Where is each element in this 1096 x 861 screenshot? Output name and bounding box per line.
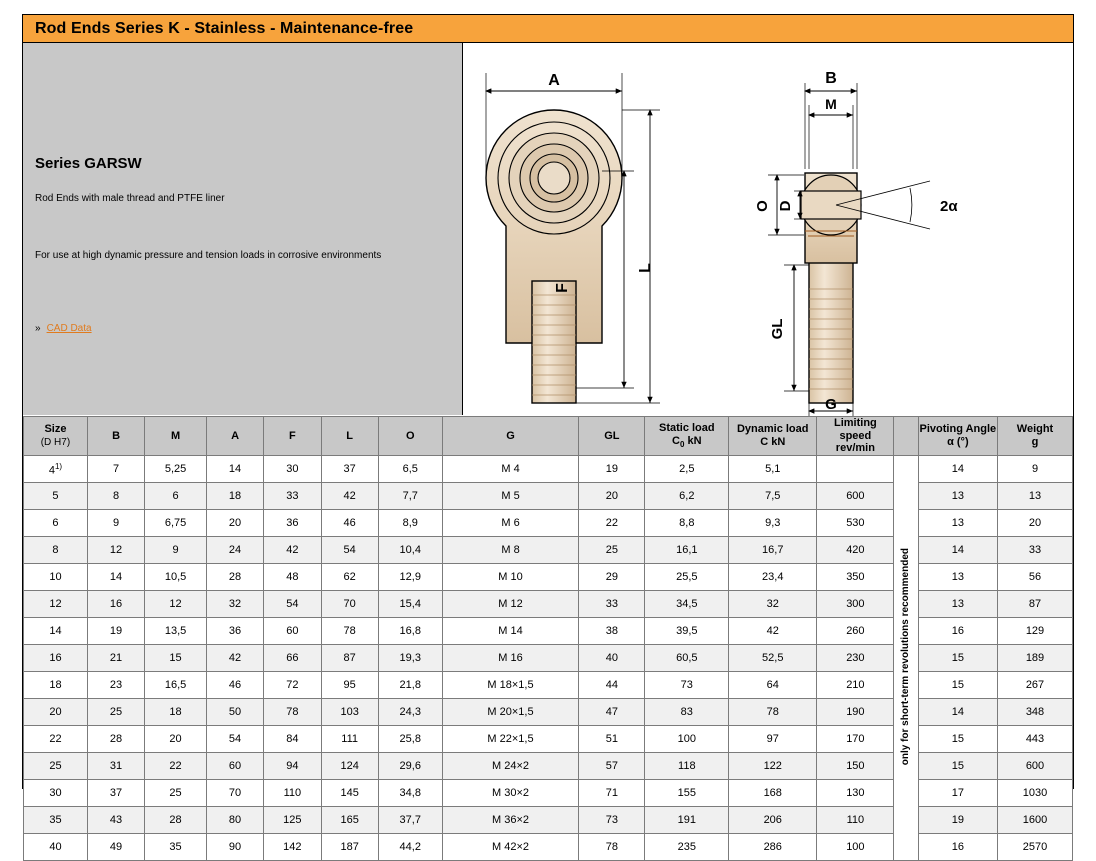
cell-g: M 14 bbox=[442, 617, 579, 644]
cell-m: 9 bbox=[145, 536, 207, 563]
cell-b: 28 bbox=[87, 725, 144, 752]
cell-o: 10,4 bbox=[378, 536, 442, 563]
cell-f: 30 bbox=[264, 455, 321, 482]
th-limiting-speed: Limiting speed rev/min bbox=[817, 417, 894, 456]
cell-limiting-speed: 420 bbox=[817, 536, 894, 563]
cell-l: 78 bbox=[321, 617, 378, 644]
cell-l: 62 bbox=[321, 563, 378, 590]
cell-g: M 20×1,5 bbox=[442, 698, 579, 725]
cell-g: M 42×2 bbox=[442, 833, 579, 860]
cell-a: 80 bbox=[206, 806, 263, 833]
cell-l: 145 bbox=[321, 779, 378, 806]
cell-size: 22 bbox=[24, 725, 88, 752]
cell-m: 15 bbox=[145, 644, 207, 671]
th-pivoting-angle: Pivoting Angle α (°) bbox=[918, 417, 997, 456]
cell-static-load: 2,5 bbox=[645, 455, 729, 482]
cell-pivoting-angle: 14 bbox=[918, 455, 997, 482]
cell-b: 23 bbox=[87, 671, 144, 698]
cell-pivoting-angle: 15 bbox=[918, 752, 997, 779]
cell-limiting-speed: 110 bbox=[817, 806, 894, 833]
th-o: O bbox=[378, 417, 442, 456]
cell-static-load: 118 bbox=[645, 752, 729, 779]
cell-weight: 1030 bbox=[998, 779, 1073, 806]
cell-size: 10 bbox=[24, 563, 88, 590]
cell-size: 20 bbox=[24, 698, 88, 725]
cell-a: 90 bbox=[206, 833, 263, 860]
cell-size: 5 bbox=[24, 482, 88, 509]
cell-gl: 47 bbox=[579, 698, 645, 725]
cell-size: 6 bbox=[24, 509, 88, 536]
specification-table bbox=[23, 416, 1073, 861]
cell-pivoting-angle: 17 bbox=[918, 779, 997, 806]
cell-pivoting-angle: 14 bbox=[918, 698, 997, 725]
cell-g: M 4 bbox=[442, 455, 579, 482]
drawing-panel bbox=[464, 43, 1073, 415]
cell-g: M 8 bbox=[442, 536, 579, 563]
cell-l: 111 bbox=[321, 725, 378, 752]
cell-static-load: 34,5 bbox=[645, 590, 729, 617]
cell-l: 54 bbox=[321, 536, 378, 563]
cell-f: 84 bbox=[264, 725, 321, 752]
document-frame bbox=[22, 14, 1074, 853]
cell-weight: 33 bbox=[998, 536, 1073, 563]
cell-static-load: 25,5 bbox=[645, 563, 729, 590]
cell-gl: 73 bbox=[579, 806, 645, 833]
cell-size: 30 bbox=[24, 779, 88, 806]
cell-g: M 24×2 bbox=[442, 752, 579, 779]
cell-f: 36 bbox=[264, 509, 321, 536]
cell-l: 37 bbox=[321, 455, 378, 482]
cell-b: 31 bbox=[87, 752, 144, 779]
cell-dynamic-load: 97 bbox=[729, 725, 817, 752]
cell-f: 110 bbox=[264, 779, 321, 806]
cell-g: M 16 bbox=[442, 644, 579, 671]
cell-static-load: 83 bbox=[645, 698, 729, 725]
cell-m: 20 bbox=[145, 725, 207, 752]
cell-dynamic-load: 286 bbox=[729, 833, 817, 860]
cell-gl: 40 bbox=[579, 644, 645, 671]
cell-b: 16 bbox=[87, 590, 144, 617]
cell-size: 16 bbox=[24, 644, 88, 671]
cell-pivoting-angle: 14 bbox=[918, 536, 997, 563]
cell-a: 28 bbox=[206, 563, 263, 590]
cell-weight: 13 bbox=[998, 482, 1073, 509]
cell-size: 25 bbox=[24, 752, 88, 779]
title-bar bbox=[23, 15, 1073, 43]
cell-a: 54 bbox=[206, 725, 263, 752]
cell-static-load: 235 bbox=[645, 833, 729, 860]
cell-o: 24,3 bbox=[378, 698, 442, 725]
cell-l: 70 bbox=[321, 590, 378, 617]
cell-o: 8,9 bbox=[378, 509, 442, 536]
cell-g: M 22×1,5 bbox=[442, 725, 579, 752]
cell-limiting-speed: 600 bbox=[817, 482, 894, 509]
cell-b: 14 bbox=[87, 563, 144, 590]
cell-o: 12,9 bbox=[378, 563, 442, 590]
svg-text:A: A bbox=[548, 72, 560, 89]
cell-gl: 71 bbox=[579, 779, 645, 806]
cell-size: 8 bbox=[24, 536, 88, 563]
series-title: Series GARSW bbox=[35, 155, 142, 172]
table-header-row bbox=[24, 417, 1073, 456]
rod-end-technical-drawing bbox=[464, 43, 1075, 415]
cell-l: 46 bbox=[321, 509, 378, 536]
cell-gl: 19 bbox=[579, 455, 645, 482]
th-gl: GL bbox=[579, 417, 645, 456]
cell-b: 9 bbox=[87, 509, 144, 536]
cell-m: 6,75 bbox=[145, 509, 207, 536]
cell-limiting-speed bbox=[817, 455, 894, 482]
cell-gl: 29 bbox=[579, 563, 645, 590]
cell-g: M 18×1,5 bbox=[442, 671, 579, 698]
cell-g: M 12 bbox=[442, 590, 579, 617]
cell-pivoting-angle: 13 bbox=[918, 563, 997, 590]
cell-static-load: 60,5 bbox=[645, 644, 729, 671]
cell-a: 32 bbox=[206, 590, 263, 617]
svg-text:M: M bbox=[825, 96, 837, 112]
cell-size: 35 bbox=[24, 806, 88, 833]
cell-gl: 20 bbox=[579, 482, 645, 509]
cell-size: 40 bbox=[24, 833, 88, 860]
cell-m: 25 bbox=[145, 779, 207, 806]
cell-static-load: 155 bbox=[645, 779, 729, 806]
cell-o: 44,2 bbox=[378, 833, 442, 860]
chevron-right-icon: » bbox=[35, 323, 41, 334]
cell-weight: 56 bbox=[998, 563, 1073, 590]
cell-m: 35 bbox=[145, 833, 207, 860]
cell-a: 20 bbox=[206, 509, 263, 536]
cell-l: 95 bbox=[321, 671, 378, 698]
cell-limiting-speed: 130 bbox=[817, 779, 894, 806]
cell-limiting-speed: 210 bbox=[817, 671, 894, 698]
table-row[interactable] bbox=[24, 455, 1073, 482]
cell-b: 25 bbox=[87, 698, 144, 725]
cell-gl: 44 bbox=[579, 671, 645, 698]
cell-weight: 9 bbox=[998, 455, 1073, 482]
series-description-2: For use at high dynamic pressure and tension loads in corrosive environments bbox=[35, 250, 382, 261]
cell-a: 18 bbox=[206, 482, 263, 509]
cell-static-load: 39,5 bbox=[645, 617, 729, 644]
cell-dynamic-load: 42 bbox=[729, 617, 817, 644]
cell-pivoting-angle: 13 bbox=[918, 509, 997, 536]
cell-limiting-speed: 260 bbox=[817, 617, 894, 644]
th-l: L bbox=[321, 417, 378, 456]
cell-o: 37,7 bbox=[378, 806, 442, 833]
cell-g: M 5 bbox=[442, 482, 579, 509]
cell-f: 54 bbox=[264, 590, 321, 617]
cell-b: 49 bbox=[87, 833, 144, 860]
cell-m: 18 bbox=[145, 698, 207, 725]
cell-o: 19,3 bbox=[378, 644, 442, 671]
cell-m: 28 bbox=[145, 806, 207, 833]
cell-l: 165 bbox=[321, 806, 378, 833]
cell-weight: 87 bbox=[998, 590, 1073, 617]
cell-b: 12 bbox=[87, 536, 144, 563]
svg-text:D: D bbox=[777, 200, 794, 212]
cell-pivoting-angle: 16 bbox=[918, 617, 997, 644]
cell-dynamic-load: 64 bbox=[729, 671, 817, 698]
th-dynamic-load: Dynamic load C kN bbox=[729, 417, 817, 456]
cell-dynamic-load: 206 bbox=[729, 806, 817, 833]
cell-b: 37 bbox=[87, 779, 144, 806]
cell-static-load: 6,2 bbox=[645, 482, 729, 509]
cell-dynamic-load: 122 bbox=[729, 752, 817, 779]
cell-limiting-speed: 190 bbox=[817, 698, 894, 725]
cell-dynamic-load: 16,7 bbox=[729, 536, 817, 563]
cell-f: 72 bbox=[264, 671, 321, 698]
cell-pivoting-angle: 15 bbox=[918, 671, 997, 698]
cell-m: 6 bbox=[145, 482, 207, 509]
cell-weight: 267 bbox=[998, 671, 1073, 698]
cell-limiting-speed: 230 bbox=[817, 644, 894, 671]
cell-static-load: 16,1 bbox=[645, 536, 729, 563]
svg-text:2α: 2α bbox=[940, 198, 958, 215]
cell-weight: 600 bbox=[998, 752, 1073, 779]
cell-static-load: 8,8 bbox=[645, 509, 729, 536]
cell-a: 50 bbox=[206, 698, 263, 725]
cell-o: 34,8 bbox=[378, 779, 442, 806]
cell-l: 124 bbox=[321, 752, 378, 779]
cell-o: 21,8 bbox=[378, 671, 442, 698]
cell-static-load: 73 bbox=[645, 671, 729, 698]
cell-b: 19 bbox=[87, 617, 144, 644]
cell-limiting-speed: 530 bbox=[817, 509, 894, 536]
cell-a: 46 bbox=[206, 671, 263, 698]
cell-m: 5,25 bbox=[145, 455, 207, 482]
cell-weight: 2570 bbox=[998, 833, 1073, 860]
cell-b: 21 bbox=[87, 644, 144, 671]
cell-l: 103 bbox=[321, 698, 378, 725]
cell-static-load: 191 bbox=[645, 806, 729, 833]
cell-f: 42 bbox=[264, 536, 321, 563]
cell-m: 22 bbox=[145, 752, 207, 779]
svg-text:B: B bbox=[825, 70, 837, 87]
th-f: F bbox=[264, 417, 321, 456]
cell-gl: 57 bbox=[579, 752, 645, 779]
cell-o: 25,8 bbox=[378, 725, 442, 752]
cell-gl: 38 bbox=[579, 617, 645, 644]
th-a: A bbox=[206, 417, 263, 456]
cell-g: M 10 bbox=[442, 563, 579, 590]
cell-pivoting-angle: 15 bbox=[918, 725, 997, 752]
svg-text:GL: GL bbox=[769, 318, 786, 340]
cell-a: 60 bbox=[206, 752, 263, 779]
cell-limiting-speed: 350 bbox=[817, 563, 894, 590]
cell-limiting-speed: 300 bbox=[817, 590, 894, 617]
cell-a: 24 bbox=[206, 536, 263, 563]
cell-dynamic-load: 168 bbox=[729, 779, 817, 806]
cell-weight: 189 bbox=[998, 644, 1073, 671]
cell-f: 94 bbox=[264, 752, 321, 779]
cell-l: 187 bbox=[321, 833, 378, 860]
cell-gl: 78 bbox=[579, 833, 645, 860]
cell-weight: 20 bbox=[998, 509, 1073, 536]
cell-m: 16,5 bbox=[145, 671, 207, 698]
th-b: B bbox=[87, 417, 144, 456]
cell-f: 125 bbox=[264, 806, 321, 833]
cell-f: 78 bbox=[264, 698, 321, 725]
cell-o: 15,4 bbox=[378, 590, 442, 617]
cell-pivoting-angle: 13 bbox=[918, 482, 997, 509]
th-size: Size (D H7) bbox=[24, 417, 88, 456]
svg-text:O: O bbox=[754, 200, 771, 212]
cell-b: 43 bbox=[87, 806, 144, 833]
series-description-1: Rod Ends with male thread and PTFE liner bbox=[35, 193, 225, 204]
cell-gl: 22 bbox=[579, 509, 645, 536]
cell-f: 66 bbox=[264, 644, 321, 671]
cell-pivoting-angle: 16 bbox=[918, 833, 997, 860]
cell-m: 12 bbox=[145, 590, 207, 617]
cell-m: 13,5 bbox=[145, 617, 207, 644]
cell-dynamic-load: 7,5 bbox=[729, 482, 817, 509]
cell-limiting-speed: 170 bbox=[817, 725, 894, 752]
th-g: G bbox=[442, 417, 579, 456]
cell-gl: 25 bbox=[579, 536, 645, 563]
cell-static-load: 100 bbox=[645, 725, 729, 752]
cell-a: 42 bbox=[206, 644, 263, 671]
cell-m: 10,5 bbox=[145, 563, 207, 590]
cell-dynamic-load: 23,4 bbox=[729, 563, 817, 590]
cell-weight: 1600 bbox=[998, 806, 1073, 833]
cell-weight: 348 bbox=[998, 698, 1073, 725]
cell-dynamic-load: 78 bbox=[729, 698, 817, 725]
cell-weight: 129 bbox=[998, 617, 1073, 644]
info-panel bbox=[23, 43, 463, 415]
cell-o: 6,5 bbox=[378, 455, 442, 482]
cell-f: 33 bbox=[264, 482, 321, 509]
cell-size: 12 bbox=[24, 590, 88, 617]
cell-dynamic-load: 52,5 bbox=[729, 644, 817, 671]
cell-a: 70 bbox=[206, 779, 263, 806]
cell-limiting-speed: 150 bbox=[817, 752, 894, 779]
cell-g: M 30×2 bbox=[442, 779, 579, 806]
cell-b: 7 bbox=[87, 455, 144, 482]
cell-o: 29,6 bbox=[378, 752, 442, 779]
th-static-load: Static load $C_0$ kN bbox=[645, 417, 729, 456]
th-weight: Weight g bbox=[998, 417, 1073, 456]
cell-l: 87 bbox=[321, 644, 378, 671]
cell-gl: 33 bbox=[579, 590, 645, 617]
cell-b: 8 bbox=[87, 482, 144, 509]
cell-a: 36 bbox=[206, 617, 263, 644]
svg-text:L: L bbox=[637, 263, 654, 273]
cell-o: 16,8 bbox=[378, 617, 442, 644]
cell-f: 60 bbox=[264, 617, 321, 644]
th-note-spacer bbox=[894, 417, 918, 456]
cell-size: 14 bbox=[24, 617, 88, 644]
cell-pivoting-angle: 15 bbox=[918, 644, 997, 671]
cell-size: 4$^{1)}$ bbox=[24, 455, 88, 482]
cell-f: 142 bbox=[264, 833, 321, 860]
cell-weight: 443 bbox=[998, 725, 1073, 752]
cell-g: M 36×2 bbox=[442, 806, 579, 833]
th-m: M bbox=[145, 417, 207, 456]
svg-text:G: G bbox=[825, 396, 837, 413]
cad-data-row bbox=[35, 323, 92, 334]
table-body bbox=[24, 455, 1073, 860]
cell-l: 42 bbox=[321, 482, 378, 509]
cell-o: 7,7 bbox=[378, 482, 442, 509]
cell-gl: 51 bbox=[579, 725, 645, 752]
cell-pivoting-angle: 19 bbox=[918, 806, 997, 833]
cell-dynamic-load: 9,3 bbox=[729, 509, 817, 536]
cell-a: 14 bbox=[206, 455, 263, 482]
cell-f: 48 bbox=[264, 563, 321, 590]
cell-g: M 6 bbox=[442, 509, 579, 536]
svg-text:F: F bbox=[554, 283, 571, 293]
cell-limiting-speed: 100 bbox=[817, 833, 894, 860]
page-title: Rod Ends Series K - Stainless - Maintenance-free bbox=[35, 20, 414, 37]
cell-note-vertical: only for short-term revolutions recommended bbox=[894, 455, 918, 860]
cad-data-link[interactable]: CAD Data bbox=[46, 323, 92, 334]
cell-dynamic-load: 5,1 bbox=[729, 455, 817, 482]
cell-pivoting-angle: 13 bbox=[918, 590, 997, 617]
cell-dynamic-load: 32 bbox=[729, 590, 817, 617]
cell-size: 18 bbox=[24, 671, 88, 698]
